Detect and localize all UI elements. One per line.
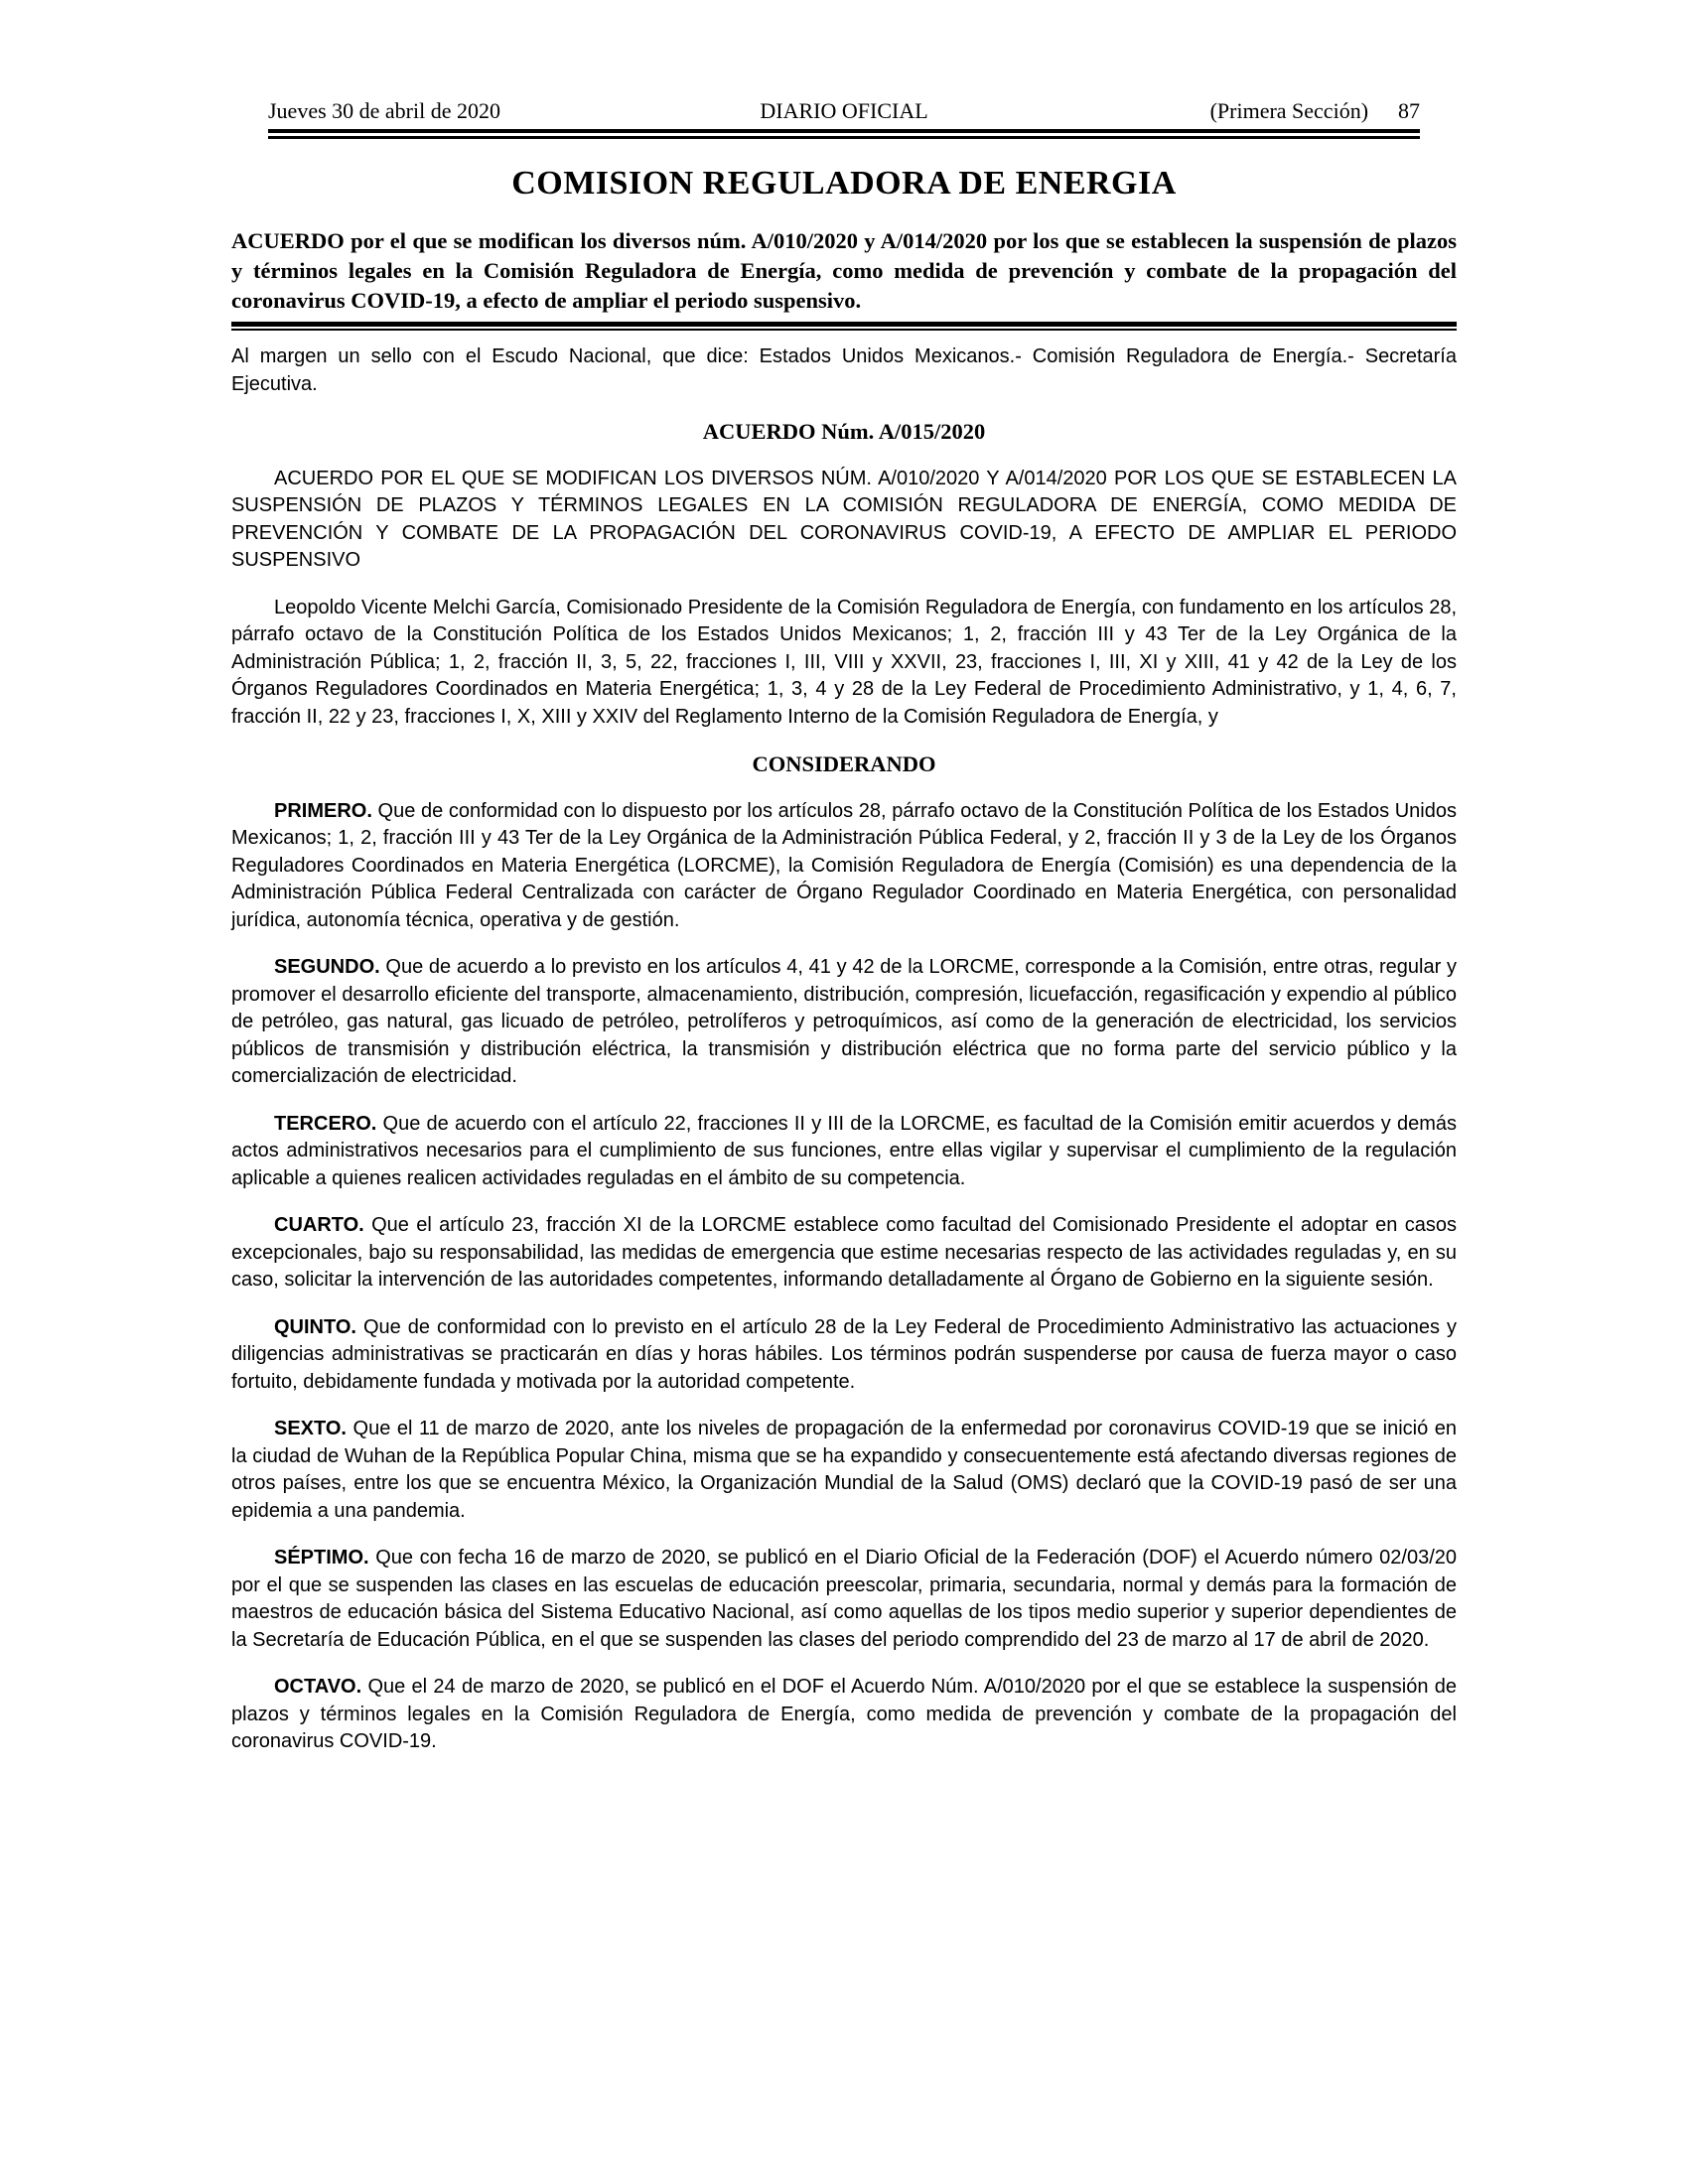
considerando-tercero: [231, 1111, 1457, 1193]
organism-title: COMISION REGULADORA DE ENERGIA: [511, 165, 1177, 202]
decree-summary: ACUERDO por el que se modifican los diversos núm. A/010/2020 y A/014/2020 por los que se establecen la suspensión de plazos y términos legales en la Comisión Reguladora de Energía, como medida de prevención y combate de la propagación del coronavirus COVID-19, a efecto de ampliar el periodo suspensivo.: [231, 228, 1457, 313]
header-section: (Primera Sección): [1209, 98, 1369, 123]
considerando-primero-text: Que de conformidad con lo dispuesto por los artículos 28, párrafo octavo de la Constitución Política de los Estados Unidos Mexicanos; 1, 2, fracción III y 43 Ter de la Ley Orgánica de la Administración Pública Federal, y 2, fracción II y 3 de la Ley de los Órganos Reguladores Coordinados en Materia Energética (LORCME), la Comisión Reguladora de Energía (Comisión) es una dependencia de la Administración Pública Federal Centralizada con carácter de Órgano Regulador Coordinado en Materia Energética, con personalidad jurídica, autonomía técnica, operativa y de gestión.: [231, 799, 1457, 931]
considerando-cuarto-text: Que el artículo 23, fracción XI de la LORCME establece como facultad del Comisionado Presidente el adoptar en casos excepcionales, bajo su responsabilidad, las medidas de emergencia que estime necesarias respecto de las actividades reguladas y, en su caso, solicitar la intervención de las autoridades competentes, informando detalladamente al Órgano de Gobierno en la siguiente sesión.: [231, 1214, 1457, 1291]
header-date: Jueves 30 de abril de 2020: [268, 98, 500, 123]
considerando-segundo-lead: SEGUNDO.: [274, 956, 380, 978]
considerando-cuarto: [231, 1212, 1457, 1295]
margin-note: Al margen un sello con el Escudo Nacional, que dice: Estados Unidos Mexicanos.- Comisión Reguladora de Energía.- Secretaría Ejecutiva.: [231, 345, 1457, 395]
considerando-primero: [231, 798, 1457, 935]
header-page-number: 87: [1398, 98, 1421, 123]
header-publication-title: DIARIO OFICIAL: [760, 98, 928, 123]
header-section-page: [1036, 99, 1420, 123]
considerando-tercero-text: Que de acuerdo con el artículo 22, fracciones II y III de la LORCME, es facultad de la Comisión emitir acuerdos y demás actos administrativos necesarios para el cumplimiento de sus funciones, entre ellas vigilar y supervisar el cumplimiento de la regulación aplicable a quienes realicen actividades reguladas en el ámbito de su competencia.: [231, 1112, 1457, 1189]
considerando-quinto-lead: QUINTO.: [274, 1315, 356, 1338]
document-body: [231, 343, 1457, 1756]
acuerdo-number-heading: ACUERDO Núm. A/015/2020: [702, 419, 986, 444]
considerando-octavo-lead: OCTAVO.: [274, 1676, 362, 1698]
summary-divider-rule: [231, 322, 1457, 331]
considerando-octavo: [231, 1674, 1457, 1756]
intro-paragraph: Leopoldo Vicente Melchi García, Comisionado Presidente de la Comisión Reguladora de Energía, con fundamento en los artículos 28, párrafo octavo de la Constitución Política de los Estados Unidos Mexicanos; 1, 2, fracción III y 43 Ter de la Ley Orgánica de la Administración Pública; 1, 2, fracción II, 3, 5, 22, fracciones I, III, VIII y XXVII, 23, fracciones I, III, XI y XIII, 41 y 42 de la Ley de los Órganos Reguladores Coordinados en Materia Energética; 1, 3, 4 y 28 de la Ley Federal de Procedimiento Administrativo, y 1, 4, 6, 7, fracción II, 22 y 23, fracciones I, X, XIII y XXIV del Reglamento Interno de la Comisión Reguladora de Energía, y: [231, 596, 1457, 728]
considerando-octavo-text: Que el 24 de marzo de 2020, se publicó en el DOF el Acuerdo Núm. A/010/2020 por el que se establece la suspensión de plazos y términos legales en la Comisión Reguladora de Energía, como medida de prevención y combate de la propagación del coronavirus COVID-19.: [231, 1676, 1457, 1752]
considerando-sexto-lead: SEXTO.: [274, 1418, 347, 1439]
considerando-sexto: [231, 1416, 1457, 1525]
considerando-septimo-text: Que con fecha 16 de marzo de 2020, se publicó en el Diario Oficial de la Federación (DOF) el Acuerdo número 02/03/20 por el que se suspenden las clases en las escuelas de educación preescolar, primaria, secundaria, normal y demás para la formación de maestros de educación básica del Sistema Educativo Nacional, así como aquellas de los tipos medio superior y superior dependientes de la Secretaría de Educación Pública, en el que se suspenden las clases del periodo comprendido del 23 de marzo al 17 de abril de 2020.: [231, 1547, 1457, 1651]
considerando-quinto: [231, 1314, 1457, 1397]
considerando-segundo: [231, 954, 1457, 1091]
considerando-sexto-text: Que el 11 de marzo de 2020, ante los niveles de propagación de la enfermedad por coronavirus COVID-19 que se inició en la ciudad de Wuhan de la República Popular China, misma que se ha expandido y consecuentemente está afectando diversas regiones de otros países, entre los que se encuentra México, la Organización Mundial de la Salud (OMS) declaró que la COVID-19 pasó de ser una epidemia a una pandemia.: [231, 1418, 1457, 1522]
considerando-heading: CONSIDERANDO: [752, 751, 936, 776]
considerando-septimo-lead: SÉPTIMO.: [274, 1547, 369, 1569]
considerando-primero-lead: PRIMERO.: [274, 799, 372, 822]
considerando-septimo: [231, 1545, 1457, 1654]
header-double-rule: [268, 129, 1420, 139]
considerando-quinto-text: Que de conformidad con lo previsto en el artículo 28 de la Ley Federal de Procedimiento Administrativo las actuaciones y diligencias administrativas se practicarán en días y horas hábiles. Los términos podrán suspenderse por causa de fuerza mayor o caso fortuito, debidamente fundada y motivada por la autoridad competente.: [231, 1315, 1457, 1393]
acuerdo-caps-paragraph: ACUERDO POR EL QUE SE MODIFICAN LOS DIVERSOS NÚM. A/010/2020 Y A/014/2020 POR LOS QUE SE ESTABLECEN LA SUSPENSIÓN DE PLAZOS Y TÉRMINOS LEGALES EN LA COMISIÓN REGULADORA DE ENERGÍA, COMO MEDIDA DE PREVENCIÓN Y COMBATE DE LA PROPAGACIÓN DEL CORONAVIRUS COVID-19, A EFECTO DE AMPLIAR EL PERIODO SUSPENSIVO: [231, 467, 1457, 571]
considerando-segundo-text: Que de acuerdo a lo previsto en los artículos 4, 41 y 42 de la LORCME, corresponde a la Comisión, entre otras, regular y promover el desarrollo eficiente del transporte, almacenamiento, distribución, compresión, licuefacción, regasificación y expendio al público de petróleo, gas natural, gas licuado de petróleo, petrolíferos y petroquímicos, así como de la generación de electricidad, los servicios públicos de transmisión y distribución eléctrica, la transmisión y distribución eléctrica que no forma parte del servicio público y la comercialización de electricidad.: [231, 956, 1457, 1087]
running-head: [268, 0, 1420, 123]
considerando-tercero-lead: TERCERO.: [274, 1112, 377, 1135]
considerando-cuarto-lead: CUARTO.: [274, 1214, 364, 1236]
